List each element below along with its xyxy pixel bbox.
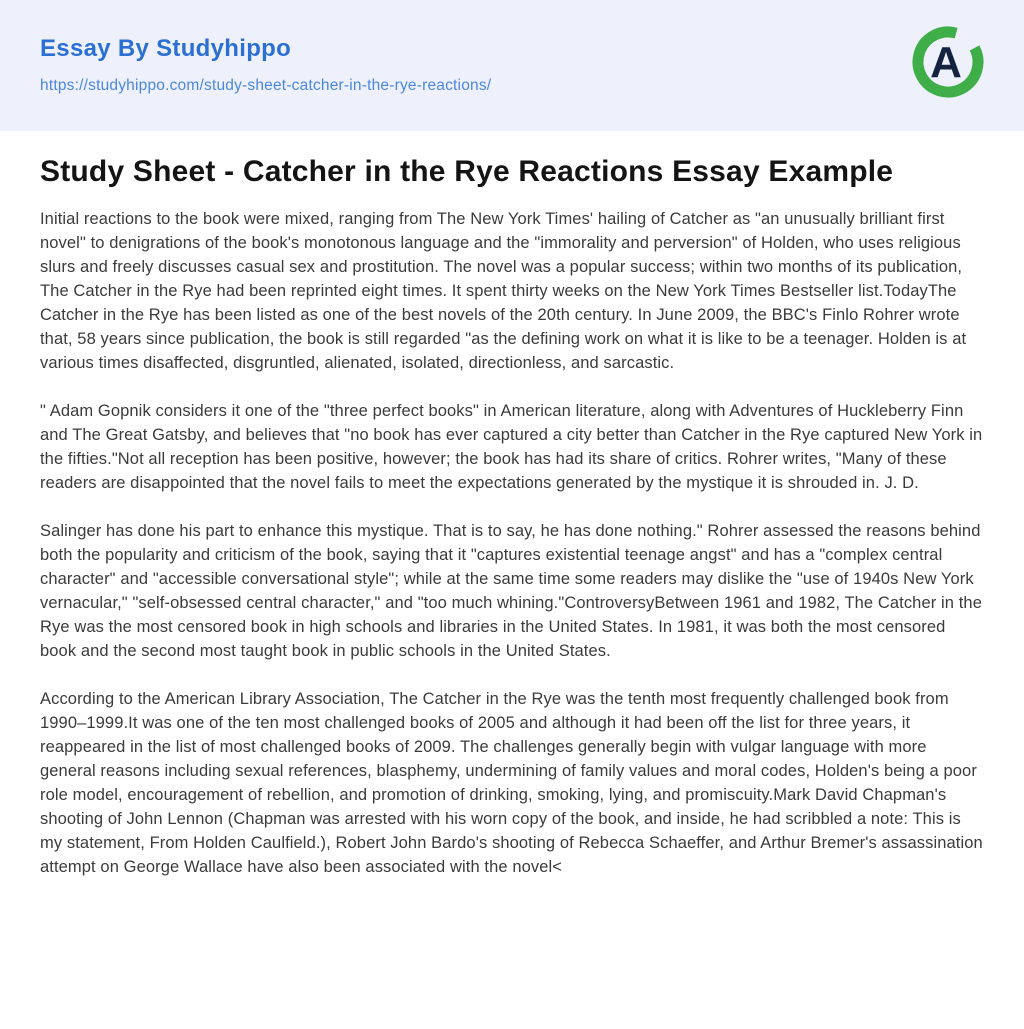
header-text-block: [40, 35, 491, 95]
studyhippo-logo-icon: [910, 24, 986, 100]
article-paragraph-4: According to the American Library Association, The Catcher in the Rye was the tenth most frequently challenged book from 1990–1999.It was one of the ten most challenged books of 2005 and although it had been off the list for three years, it reappeared in the list of most challenged books of 2009. The challenges generally begin with vulgar language with more general reasons including sexual references, blasphemy, undermining of family values and moral codes, Holden's being a poor role model, encouragement of rebellion, and promotion of drinking, smoking, lying, and promiscuity.Mark David Chapman's shooting of John Lennon (Chapman was arrested with his worn copy of the book, and inside, he had scribbled a note: This is my statement, From Holden Caulfield.), Robert John Bardo's shooting of Rebecca Schaeffer, and Arthur Bremer's assassination attempt on George Wallace have also been associated with the novel<: [40, 689, 983, 876]
page-title: Study Sheet - Catcher in the Rye Reactions Essay Example: [40, 155, 894, 188]
article-paragraph-2: " Adam Gopnik considers it one of the "three perfect books" in American literature, along with Adventures of Huckleberry Finn and The Great Gatsby, and believes that "no book has ever captured a city better than Catcher in the Rye captured New York in the fifties."Not all reception has been positive, however; the book has had its share of critics. Rohrer writes, "Many of these readers are disappointed that the novel fails to meet the expectations generated by the mystique it is shrouded in. J. D.: [40, 401, 983, 492]
article-paragraph-1: Initial reactions to the book were mixed, ranging from The New York Times' hailing of Catcher as "an unusually brilliant first novel" to denigrations of the book's monotonous language and the "immorality and perversion" of Holden, who uses religious slurs and freely discusses casual sex and prostitution. The novel was a popular success; within two months of its publication, The Catcher in the Rye had been reprinted eight times. It spent thirty weeks on the New York Times Bestseller list.TodayThe Catcher in the Rye has been listed as one of the best novels of the 20th century. In June 2009, the BBC's Finlo Rohrer wrote that, 58 years since publication, the book is still regarded "as the defining work on what it is like to be a teenager. Holden is at various times disaffected, disgruntled, alienated, isolated, directionless, and sarcastic.: [40, 209, 967, 372]
page-url-link[interactable]: https://studyhippo.com/study-sheet-catcher-in-the-rye-reactions/: [40, 76, 492, 94]
site-title: Essay By Studyhippo: [40, 34, 292, 62]
article-content: [0, 131, 1024, 919]
logo-letter: A: [930, 38, 962, 87]
article-paragraph-3: Salinger has done his part to enhance this mystique. That is to say, he has done nothing." Rohrer assessed the reasons behind both the popularity and criticism of the book, saying that it "captures existential teenage angst" and has a "complex central character" and "accessible conversational style"; while at the same time some readers may dislike the "use of 1940s New York vernacular," "self-obsessed central character," and "too much whining."ControversyBetween 1961 and 1982, The Catcher in the Rye was the most censored book in high schools and libraries in the United States. In 1981, it was both the most censored book and the second most taught book in public schools in the United States.: [40, 521, 982, 660]
studyhippo-logo: [910, 24, 986, 105]
page-header: [0, 0, 1024, 131]
